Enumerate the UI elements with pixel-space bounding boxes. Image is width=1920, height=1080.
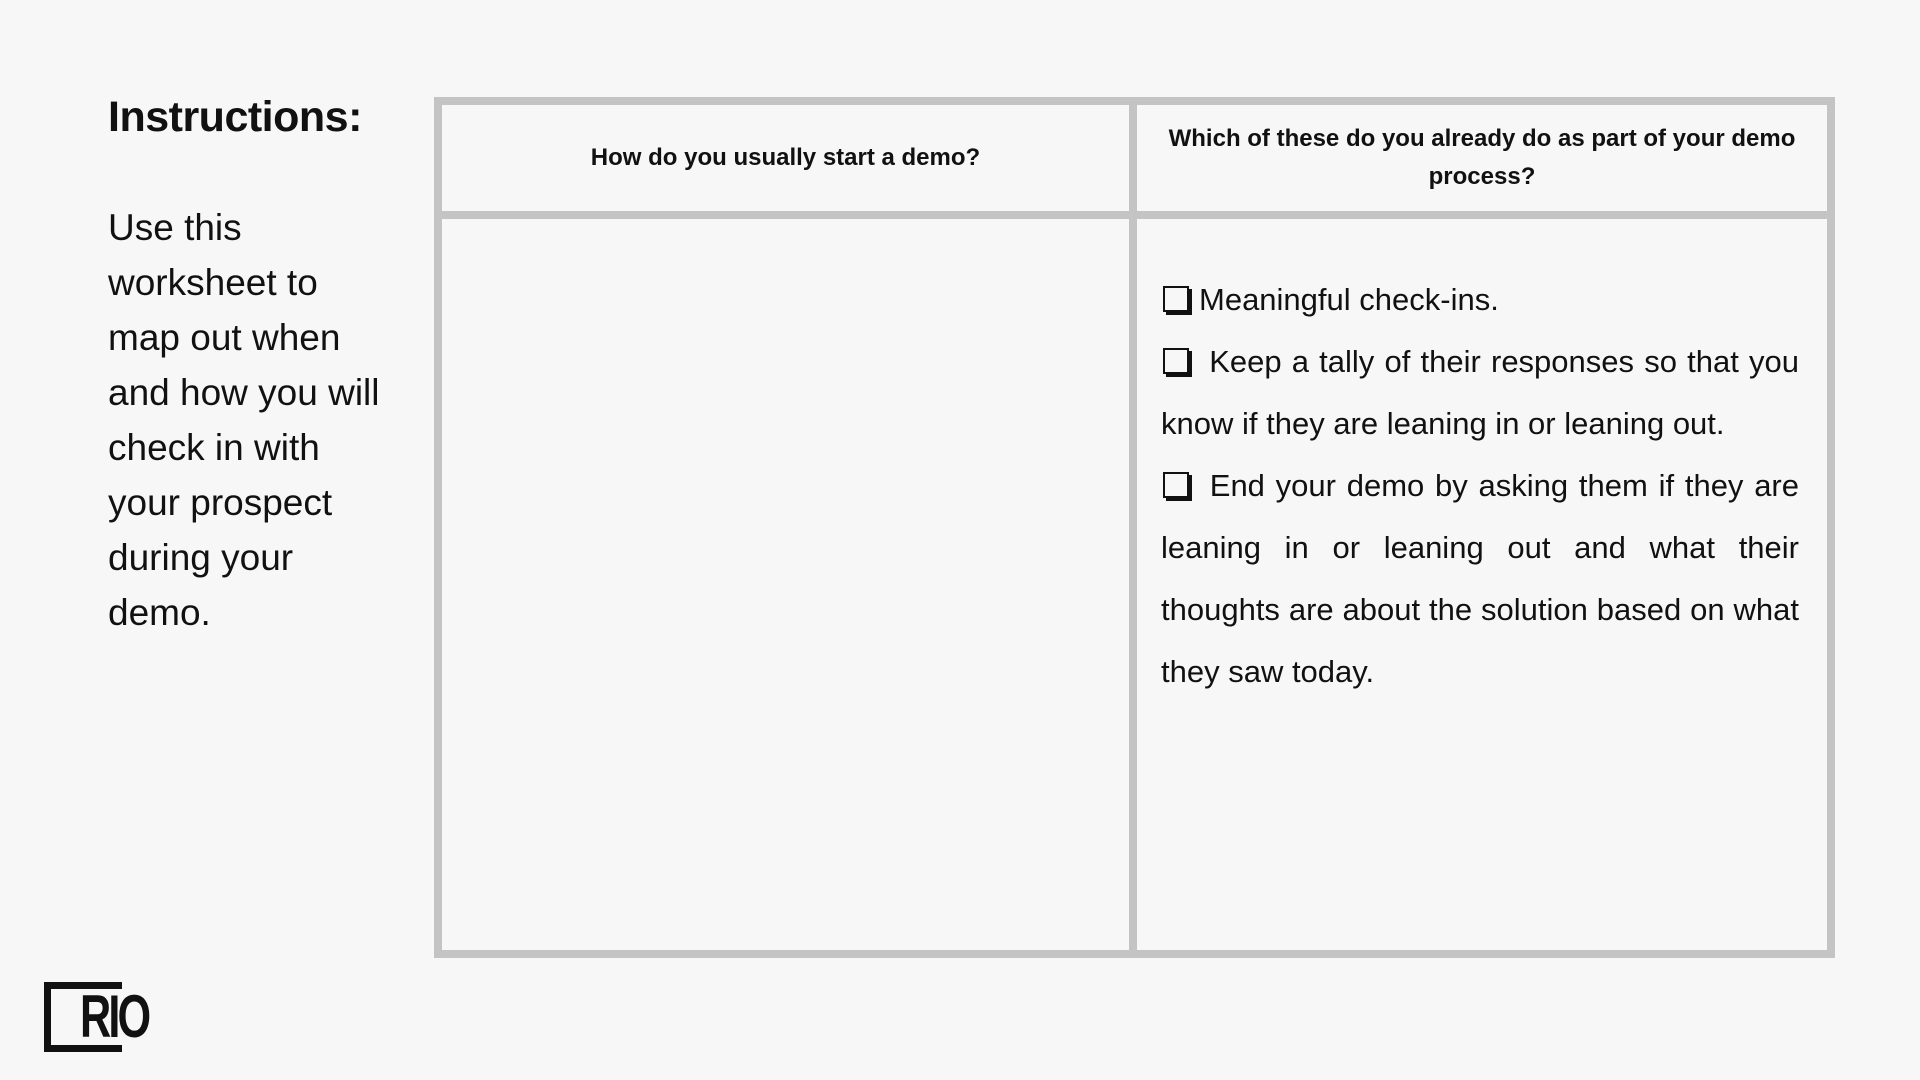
- checklist-item-label: End your demo by asking them if they are leaning in or leaning out and what their thoughts are about the solution based on what they saw today.: [1161, 468, 1799, 689]
- instructions-line: Use this: [108, 206, 242, 248]
- instructions-line: demo.: [108, 591, 211, 633]
- checkbox-icon[interactable]: [1163, 472, 1189, 498]
- instructions-line: your prospect: [108, 481, 333, 523]
- column-header-demo-start: How do you usually start a demo?: [442, 105, 1137, 219]
- instructions-line: check in with: [108, 426, 320, 468]
- checkbox-icon[interactable]: [1163, 286, 1189, 312]
- demo-process-checklist: [1137, 219, 1827, 950]
- rio-logo: RIO: [80, 983, 149, 1050]
- instructions-body: [108, 200, 408, 640]
- checklist-item[interactable]: [1161, 455, 1799, 703]
- instructions-title: Instructions:: [108, 93, 362, 141]
- instructions-panel: [108, 92, 408, 640]
- checklist-item[interactable]: [1161, 269, 1799, 331]
- demo-start-answer-cell[interactable]: [442, 219, 1137, 950]
- instructions-line: and how you will: [108, 371, 380, 413]
- instructions-line: map out when: [108, 316, 341, 358]
- checklist-item[interactable]: [1161, 331, 1799, 455]
- column-header-demo-process: Which of these do you already do as part of your demo process?: [1137, 105, 1827, 219]
- instructions-line: worksheet to: [108, 261, 318, 303]
- worksheet-table: [434, 97, 1835, 958]
- checkbox-icon[interactable]: [1163, 348, 1189, 374]
- instructions-line: during your: [108, 536, 294, 578]
- checklist-item-label: Keep a tally of their responses so that you know if they are leaning in or leaning out.: [1161, 344, 1799, 441]
- checklist-item-label: Meaningful check-ins.: [1199, 282, 1499, 317]
